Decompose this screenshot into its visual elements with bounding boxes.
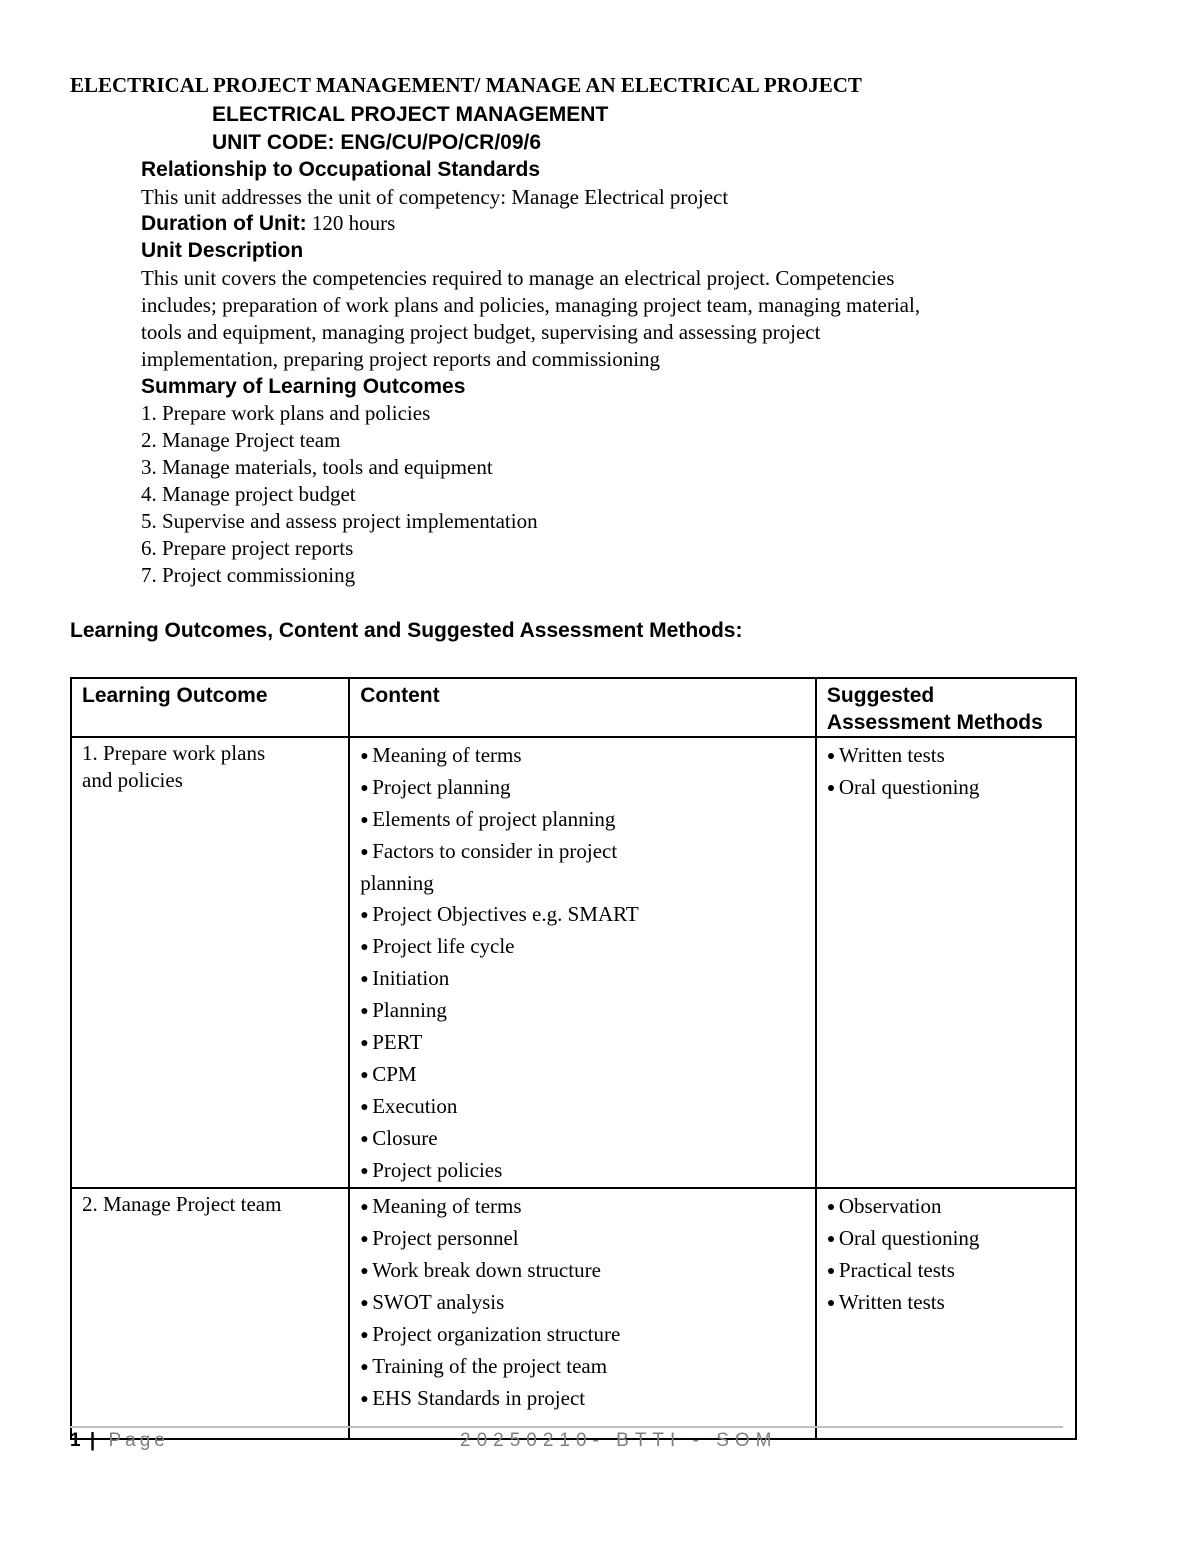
assessment-item: ● Written tests — [827, 1287, 1065, 1319]
description-line: implementation, preparing project reports and commissioning — [141, 347, 661, 371]
content-item: ● Elements of project planning — [360, 804, 805, 836]
summary-item: 6. Prepare project reports — [141, 536, 354, 560]
outcome-cell — [71, 1188, 349, 1439]
content-item: ● SWOT analysis — [360, 1287, 805, 1319]
table-header-row — [71, 678, 1076, 737]
content-item: ● Work break down structure — [360, 1255, 805, 1287]
unit-title: ELECTRICAL PROJECT MANAGEMENT — [212, 103, 609, 126]
learning-outcomes-table — [70, 677, 1077, 1440]
table-row — [71, 1188, 1076, 1439]
outcome-line: 2. Manage Project team — [82, 1192, 282, 1216]
relationship-text: This unit addresses the unit of competency: Manage Electrical project — [141, 185, 729, 209]
content-item: ● EHS Standards in project — [360, 1383, 805, 1415]
content-item: ● Project personnel — [360, 1223, 805, 1255]
content-item: ● CPM — [360, 1059, 805, 1091]
content-item: ● Meaning of terms — [360, 740, 805, 772]
unit-code: UNIT CODE: ENG/CU/PO/CR/09/6 — [212, 131, 542, 154]
content-item: ● PERT — [360, 1027, 805, 1059]
summary-heading: Summary of Learning Outcomes — [141, 375, 466, 398]
footer-doc-code: 20250210- BTTI - SOM — [460, 1430, 778, 1451]
content-item: ● Meaning of terms — [360, 1191, 805, 1223]
table-row — [71, 737, 1076, 1188]
page-number: 1 — [70, 1430, 81, 1451]
outcome-line: 1. Prepare work plans — [82, 741, 266, 765]
description-line: includes; preparation of work plans and policies, managing project team, managing material, — [141, 293, 921, 317]
summary-item: 2. Manage Project team — [141, 428, 341, 452]
summary-item: 5. Supervise and assess project implementation — [141, 509, 538, 533]
assessment-item: ● Observation — [827, 1191, 1065, 1223]
content-item: ● Training of the project team — [360, 1351, 805, 1383]
description-line: tools and equipment, managing project budget, supervising and assessing project — [141, 320, 821, 344]
content-item: ● Planning — [360, 995, 805, 1027]
header-learning-outcome: Learning Outcome — [71, 678, 349, 737]
outcome-line: and policies — [82, 768, 183, 792]
header-assessment-line1: Suggested — [826, 684, 935, 707]
doc-title: ELECTRICAL PROJECT MANAGEMENT/ MANAGE AN ELECTRICAL PROJECT — [70, 73, 862, 97]
header-content: Content — [349, 678, 816, 737]
duration-label: Duration of Unit: — [141, 212, 307, 235]
assessment-item: ● Practical tests — [827, 1255, 1065, 1287]
assessment-item: ● Written tests — [827, 740, 1065, 772]
table-heading: Learning Outcomes, Content and Suggested Assessment Methods: — [70, 619, 743, 642]
content-item: ● Project Objectives e.g. SMART — [360, 899, 805, 931]
content-cell — [349, 737, 816, 1188]
page-footer-number — [70, 1430, 169, 1452]
header-assessment — [816, 678, 1076, 737]
content-item: ● Execution — [360, 1091, 805, 1123]
assessment-item: ● Oral questioning — [827, 1223, 1065, 1255]
duration-value: 120 hours — [311, 211, 396, 235]
relationship-heading: Relationship to Occupational Standards — [141, 158, 541, 181]
content-item: ● Closure — [360, 1123, 805, 1155]
summary-item: 3. Manage materials, tools and equipment — [141, 455, 493, 479]
page-separator: | — [89, 1430, 100, 1451]
content-item: ● Project organization structure — [360, 1319, 805, 1351]
header-assessment-line2: Assessment Methods — [826, 711, 1043, 734]
content-item: ● Project planning — [360, 772, 805, 804]
assessment-item: ● Oral questioning — [827, 772, 1065, 804]
summary-item: 1. Prepare work plans and policies — [141, 401, 431, 425]
description-heading: Unit Description — [141, 239, 304, 262]
content-item-continuation: planning — [360, 871, 434, 895]
content-item: ● Factors to consider in project — [360, 836, 805, 868]
summary-item: 4. Manage project budget — [141, 482, 356, 506]
description-line: This unit covers the competencies required to manage an electrical project. Competencies — [141, 266, 895, 290]
footer-divider — [70, 1426, 1063, 1428]
outcome-cell — [71, 737, 349, 1188]
duration-line — [141, 210, 395, 237]
content-cell — [349, 1188, 816, 1439]
content-item: ● Project life cycle — [360, 931, 805, 963]
content-item: ● Project policies — [360, 1155, 805, 1187]
summary-item: 7. Project commissioning — [141, 563, 356, 587]
page-label: Page — [108, 1430, 169, 1451]
assessment-cell — [816, 737, 1076, 1188]
content-item: ● Initiation — [360, 963, 805, 995]
assessment-cell — [816, 1188, 1076, 1439]
